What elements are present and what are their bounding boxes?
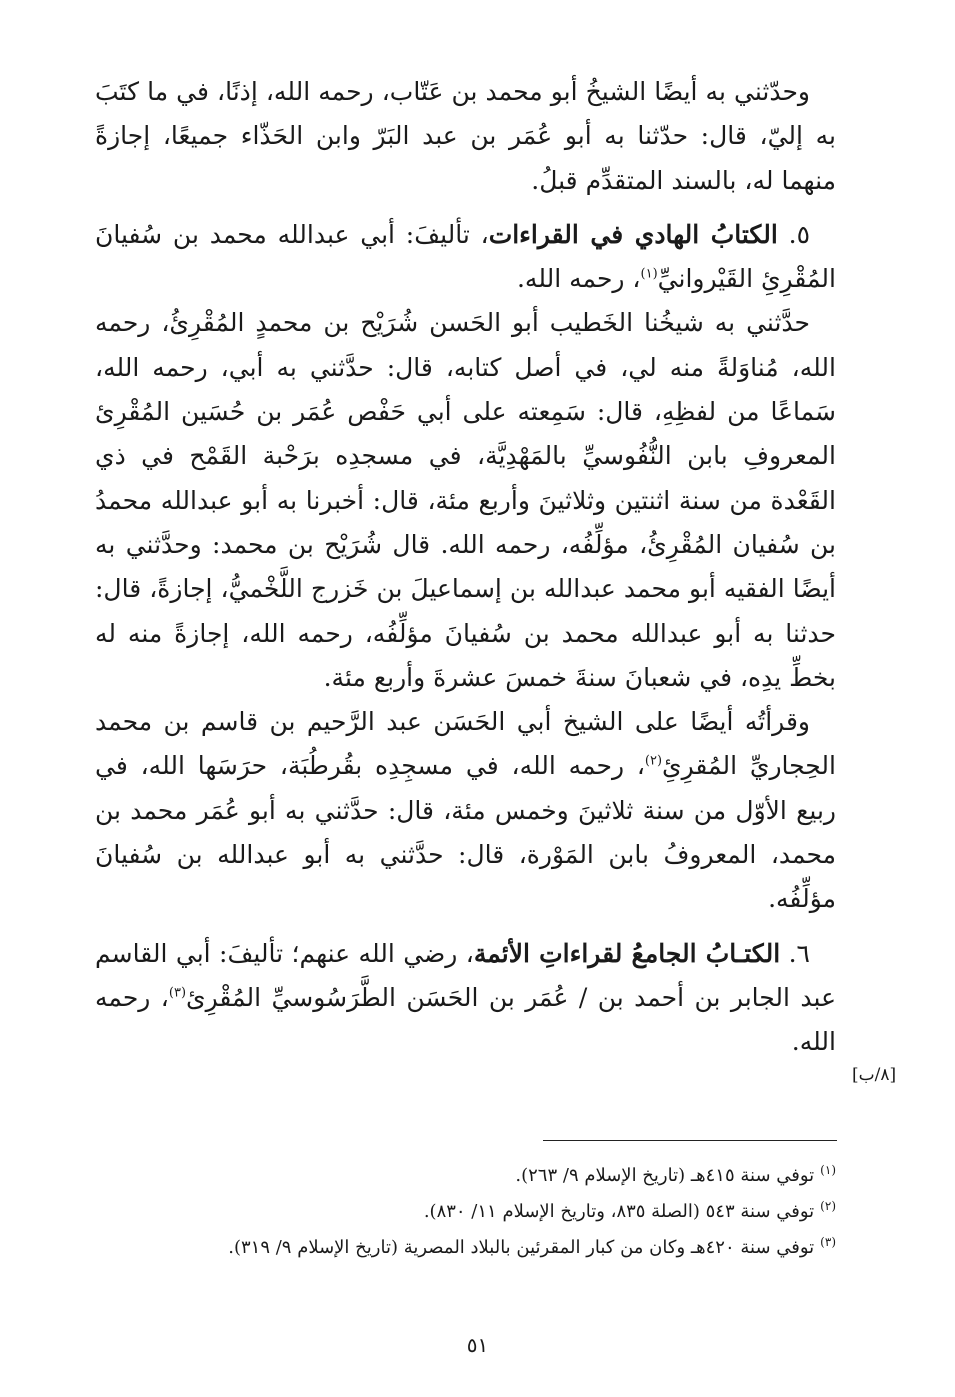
author-text: ، تأليفَ: أبي عبدالله محمد بن سُفيانَ المُقْرِئِ القَيْروانيِّ (95, 219, 836, 294)
paragraph-chain-2 (95, 700, 836, 921)
book-title: الكتابُ الهادي في القراءات (488, 219, 778, 249)
paragraph-text-end: ، رحمه الله، في مسجِدِه بقُرطُبَة، حرَسَها الله، في ربيع الأوّل من سنة ثلاثينَ وخمس مئة، قال: حدَّثني به أبو عُمَر محمد بن محمد، المعروفُ بابن المَوْرة، قال: حدَّثني به أبو عبدالله بن سُفيانَ مؤلِّفُه. (95, 751, 836, 914)
footnote-number: (٣) (820, 1235, 836, 1249)
author-text-end: ، رحمه الله. (516, 264, 641, 294)
footnote-ref: (٣) (168, 985, 187, 1001)
footnote-text: توفي سنة ٤٢٠هـ وكان من كبار المقرئين بالبلاد المصرية (تاريخ الإسلام ٩/ ٣١٩). (228, 1237, 815, 1258)
paragraph-text: حدَّثني به شيخُنا الخَطيب أبو الحَسن شُرَيْح بن محمدٍ المُقْرِئُ، رحمه الله، مُناوَلةً منه لي، في أصل كتابه، قال: حدَّثني به أبي، رحمه الله، سَماعًا من لفظِهِ، قال: سَمِعته على أبي حَفْص عُمَر بن حُسَين المُقْرِئ المعروفِ بابن النُّفُوسيِّ بالمَهْدِيَّة، في مسجدِه برَحْبة القَمْح في ذي القَعْدة من سنة اثنتين وثلاثينَ وأربع مئة، قال: أخبرنا به أبو عبدالله محمدُ بن سُفيان المُقْرِئُ، مؤلِّفُه، رحمه الله. قال شُرَيْح بن محمد: وحدَّثني به أيضًا الفقيه أبو محمد عبدالله بن إسماعيلَ بن خَزرج اللَّخْميُّ، إجازةً، قال: حدثنا به أبو عبدالله محمد بن سُفيانَ مؤلِّفُه، رحمه الله، إجازةً منه له بخطِّ يدِه، في شعبانَ سنةَ خمسَ عشرةَ وأربع مئة. (95, 308, 836, 692)
footnote-text: توفي سنة ٤١٥هـ (تاريخ الإسلام ٩/ ٢٦٣). (515, 1165, 815, 1186)
manuscript-folio-marker: [٨/ب] (852, 1065, 897, 1085)
paragraph-text: وقرأتُه أيضًا على الشيخ أبي الحَسَن عبد الرَّحيم بن قاسم بن محمد الحِجاريِّ المُقرِئِ (95, 707, 836, 781)
book-title: الكتـابُ الجامعُ لقراءاتِ الأئمة (473, 938, 781, 968)
author-text-end: ، رحمه الله. (95, 982, 836, 1057)
footnote-number: (٢) (820, 1199, 836, 1213)
paragraph-text: وحدّثني به أيضًا الشيخُ أبو محمد بن عَتّاب، رحمه الله، إذنًا، في ما كتَبَ به إليّ، قال: حدّثنا به أبو عُمَر بن عبد البَرّ وابن الحَذّاء جميعًا، إجازةً منهما له، بالسند المتقدِّم قبلُ. (95, 77, 836, 195)
entry-number: ٥. (777, 219, 810, 249)
footnote-ref: (١) (640, 266, 658, 282)
entry-6 (95, 932, 836, 1065)
footnote-text: توفي سنة ٥٤٣ (الصلة ٨٣٥، وتاريخ الإسلام ١١/ ٨٣٠). (423, 1201, 815, 1222)
footnote-2 (95, 1194, 836, 1230)
footnote-number: (١) (820, 1163, 836, 1177)
footnote-divider (543, 1140, 837, 1141)
footnote-ref: (٢) (644, 754, 663, 770)
footnote-1 (95, 1158, 836, 1194)
footnote-3 (95, 1230, 836, 1266)
paragraph-chain-1 (95, 301, 836, 700)
page-number: ٥١ (466, 1333, 489, 1357)
paragraph-ijaza (95, 70, 836, 203)
main-text (95, 70, 836, 1065)
entry-5 (95, 213, 836, 302)
entry-number: ٦. (780, 938, 810, 968)
author-text: ، رضي الله عنهم؛ تأليفَ: أبي القاسم عبد الجابر بن أحمد بن / عُمَر بن الحَسَن الطَّرَسُوسيِّ المُقْرِئ (95, 938, 836, 1012)
footnotes (95, 1158, 836, 1266)
